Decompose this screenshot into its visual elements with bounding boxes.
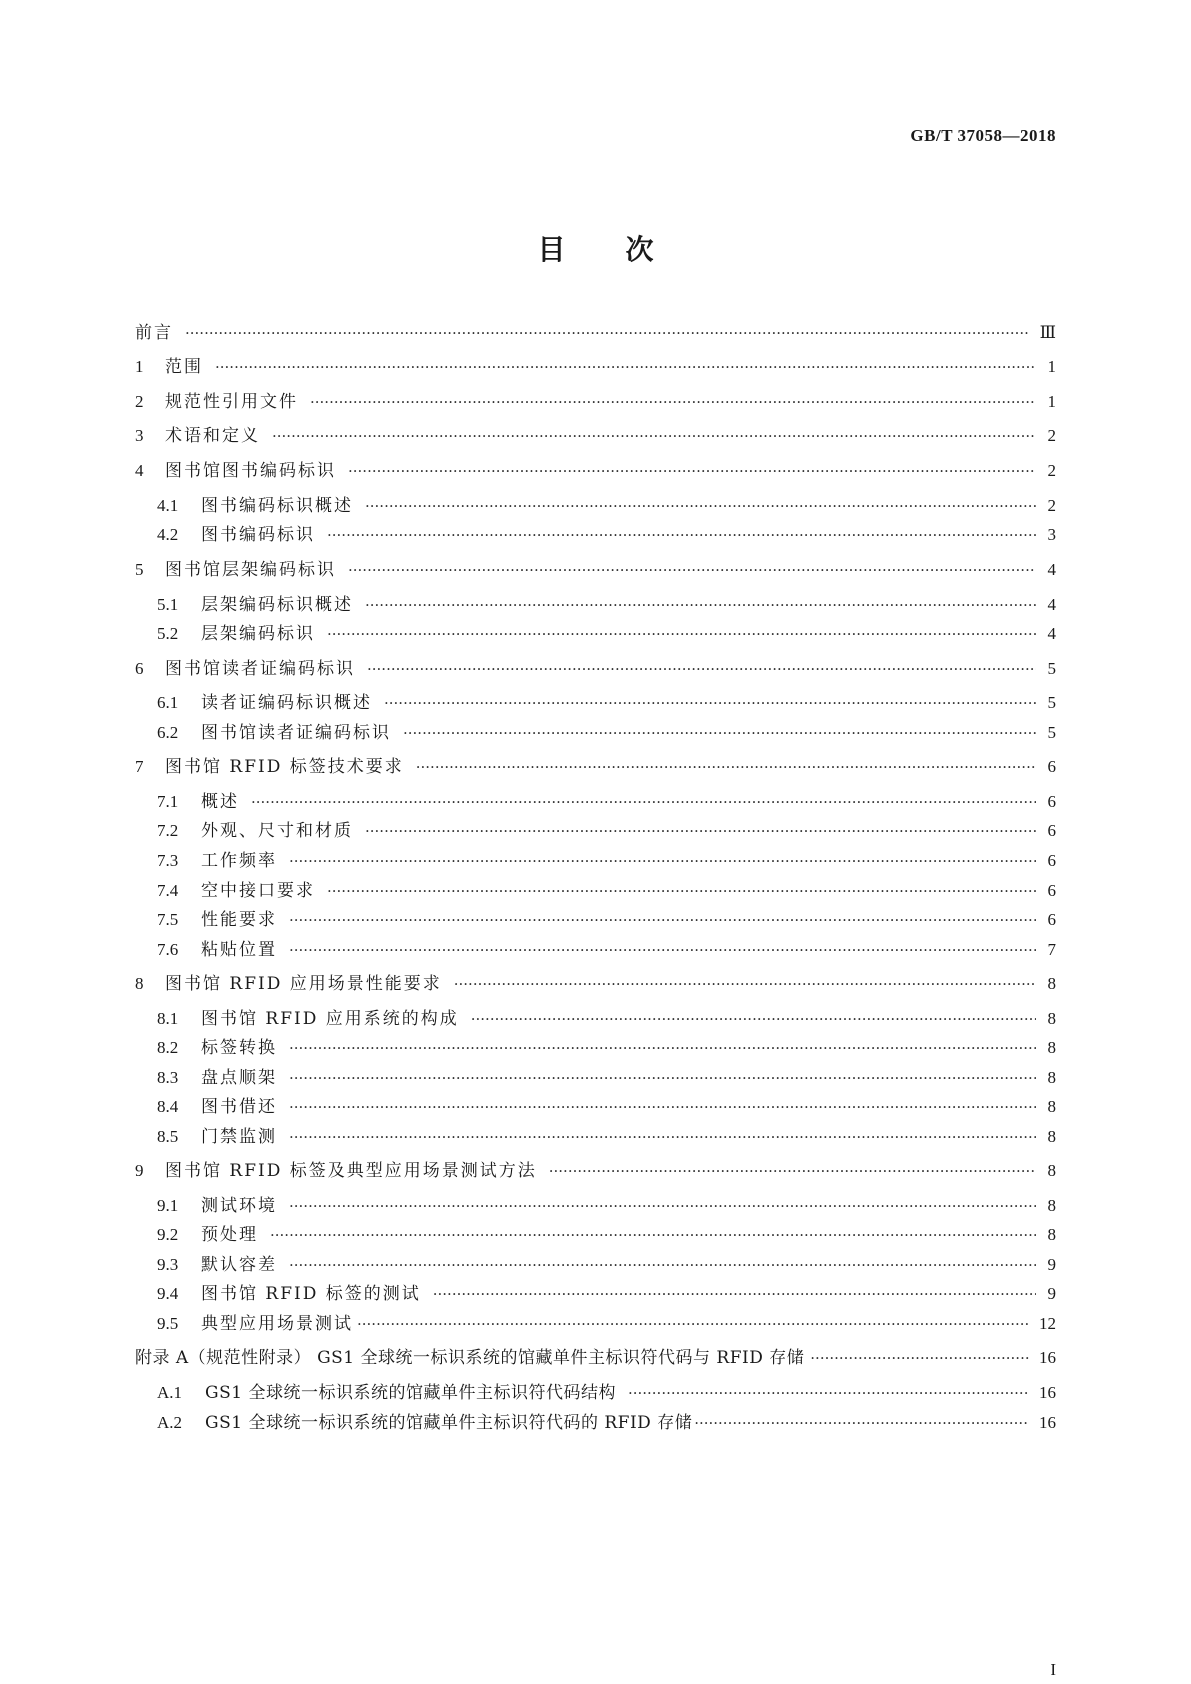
toc-entry-title: 规范性引用文件 bbox=[165, 392, 298, 412]
toc-entry-page: 2 bbox=[1047, 426, 1056, 445]
toc-entry-page: 8 bbox=[1047, 1038, 1056, 1057]
toc-entry-number: 9.3 bbox=[157, 1255, 179, 1274]
toc-leader-dots bbox=[433, 1282, 1036, 1306]
toc-leader-dots bbox=[289, 1066, 1036, 1090]
toc-leader-dots bbox=[289, 1036, 1036, 1060]
toc-leader-dots bbox=[215, 355, 1036, 379]
toc-entry-page: 8 bbox=[1047, 1196, 1056, 1215]
toc-leader-dots bbox=[289, 849, 1036, 873]
toc-subentry[interactable] bbox=[157, 523, 1056, 547]
page-title: 目次 bbox=[537, 233, 714, 266]
toc-entry-number: 6 bbox=[135, 659, 144, 678]
toc-entry-page: 8 bbox=[1047, 1225, 1056, 1244]
toc-entry-number: 9.5 bbox=[157, 1314, 179, 1333]
toc-entry-page: 4 bbox=[1047, 560, 1056, 579]
toc-entry-title: 概述 bbox=[201, 792, 239, 812]
toc-entry-page: 4 bbox=[1047, 624, 1056, 643]
page-number: I bbox=[1050, 1660, 1056, 1679]
toc-entry-number: 5.2 bbox=[157, 624, 179, 643]
toc-leader-dots bbox=[384, 691, 1036, 715]
toc-leader-dots bbox=[310, 390, 1036, 414]
toc-entry-number: 7.1 bbox=[157, 792, 179, 811]
toc-leader-dots bbox=[272, 424, 1036, 448]
toc-subentry[interactable] bbox=[157, 879, 1056, 903]
toc-entry-number: A.2 bbox=[157, 1413, 183, 1432]
toc-entry-title: 范围 bbox=[165, 357, 203, 377]
toc-leader-dots bbox=[270, 1223, 1036, 1247]
toc-leader-dots bbox=[185, 321, 1030, 345]
toc-leader-dots bbox=[289, 1253, 1036, 1277]
toc-subentry[interactable] bbox=[157, 938, 1056, 962]
toc-entry-number: 8.1 bbox=[157, 1009, 179, 1028]
toc-entry-title: 性能要求 bbox=[201, 910, 277, 930]
toc-entry-page: 2 bbox=[1047, 461, 1056, 480]
toc-entry[interactable] bbox=[135, 390, 1056, 414]
standard-code: GB/T 37058—2018 bbox=[910, 126, 1056, 145]
toc-entry[interactable] bbox=[135, 459, 1056, 483]
toc-entry-page: 6 bbox=[1047, 910, 1056, 929]
toc-entry-page: 16 bbox=[1039, 1413, 1056, 1432]
toc-entry-title: 测试环境 bbox=[201, 1196, 277, 1216]
toc-entry-page: 5 bbox=[1047, 723, 1056, 742]
toc-subentry[interactable] bbox=[157, 1223, 1056, 1247]
toc-entry-page: 16 bbox=[1039, 1348, 1056, 1367]
toc-subentry[interactable] bbox=[157, 1036, 1056, 1060]
toc-leader-dots bbox=[289, 908, 1036, 932]
toc-entry-number: 8 bbox=[135, 974, 144, 993]
toc-entry-title: 图书馆图书编码标识 bbox=[165, 461, 336, 481]
toc-entry-number: 2 bbox=[135, 392, 144, 411]
toc-entry-number: 6.1 bbox=[157, 693, 179, 712]
toc-entry-title: 图书馆 RFID 标签技术要求 bbox=[165, 757, 404, 777]
toc-entry-number: 8.4 bbox=[157, 1097, 179, 1116]
toc-entry-title: 标签转换 bbox=[201, 1038, 277, 1058]
toc-entry-title: 默认容差 bbox=[201, 1255, 277, 1275]
toc-entry-number: 1 bbox=[135, 357, 144, 376]
toc-subentry[interactable] bbox=[157, 1411, 1056, 1435]
toc-entry-title: 粘贴位置 bbox=[201, 940, 277, 960]
toc-entry-title: 读者证编码标识概述 bbox=[201, 693, 372, 713]
toc-leader-dots bbox=[348, 459, 1036, 483]
toc-entry-title: 层架编码标识概述 bbox=[201, 595, 353, 615]
toc-subentry[interactable] bbox=[157, 1312, 1056, 1336]
toc-entry-page: 6 bbox=[1047, 792, 1056, 811]
toc-subentry[interactable] bbox=[157, 593, 1056, 617]
toc-entry-title: 外观、尺寸和材质 bbox=[201, 821, 353, 841]
toc-leader-dots bbox=[327, 622, 1036, 646]
toc-entry-title: 图书馆 RFID 标签及典型应用场景测试方法 bbox=[165, 1161, 537, 1181]
toc-subentry[interactable] bbox=[157, 1007, 1056, 1031]
toc-leader-dots bbox=[289, 1095, 1036, 1119]
toc-entry[interactable] bbox=[135, 558, 1056, 582]
toc-entry[interactable] bbox=[135, 424, 1056, 448]
toc-entry[interactable] bbox=[135, 355, 1056, 379]
toc-subentry[interactable] bbox=[157, 1095, 1056, 1119]
toc-entry-title: 图书馆 RFID 标签的测试 bbox=[201, 1284, 421, 1304]
toc-entry-page: 5 bbox=[1047, 693, 1056, 712]
toc-subentry[interactable] bbox=[157, 819, 1056, 843]
toc-leader-dots bbox=[289, 938, 1036, 962]
toc-entry-number: 5.1 bbox=[157, 595, 179, 614]
toc-entry-page: 9 bbox=[1047, 1255, 1056, 1274]
toc-entry-title: 图书借还 bbox=[201, 1097, 277, 1117]
toc-entry-page: 3 bbox=[1047, 525, 1056, 544]
toc-leader-dots bbox=[348, 558, 1036, 582]
toc-entry-page: 1 bbox=[1047, 357, 1056, 376]
toc-entry-page: 6 bbox=[1047, 881, 1056, 900]
toc-entry-number: A.1 bbox=[157, 1383, 183, 1402]
toc-entry-number: 3 bbox=[135, 426, 144, 445]
toc-subentry[interactable] bbox=[157, 691, 1056, 715]
toc-leader-dots bbox=[810, 1346, 1029, 1370]
toc-entry-appendix[interactable] bbox=[135, 1346, 1056, 1370]
toc-leader-dots bbox=[367, 657, 1036, 681]
toc-entry-page: 12 bbox=[1039, 1314, 1056, 1333]
toc-entry-title: GS1 全球统一标识系统的馆藏单件主标识符代码结构 bbox=[205, 1383, 616, 1403]
toc-leader-dots bbox=[251, 790, 1036, 814]
toc-subentry[interactable] bbox=[157, 1282, 1056, 1306]
toc-entry-title: 图书编码标识概述 bbox=[201, 496, 353, 516]
toc-entry-page: 8 bbox=[1047, 1127, 1056, 1146]
toc-leader-dots bbox=[471, 1007, 1036, 1031]
toc-entry-number: 9.4 bbox=[157, 1284, 179, 1303]
toc-subentry[interactable] bbox=[157, 790, 1056, 814]
toc-entry-title: 术语和定义 bbox=[165, 426, 260, 446]
toc-leader-dots bbox=[454, 972, 1036, 996]
toc-leader-dots bbox=[403, 721, 1036, 745]
toc-entry-number: 9.1 bbox=[157, 1196, 179, 1215]
toc-entry-number: 7.4 bbox=[157, 881, 179, 900]
toc-leader-dots bbox=[365, 494, 1036, 518]
toc-entry-number: 7.3 bbox=[157, 851, 179, 870]
toc-subentry[interactable] bbox=[157, 1066, 1056, 1090]
toc-entry-title: 典型应用场景测试 bbox=[201, 1314, 353, 1334]
toc-entry-page: 6 bbox=[1047, 757, 1056, 776]
toc-entry-title: 工作频率 bbox=[201, 851, 277, 871]
toc-leader-dots bbox=[327, 523, 1036, 547]
toc-leader-dots bbox=[365, 593, 1036, 617]
toc-entry-page: 8 bbox=[1047, 974, 1056, 993]
toc-entry-page: 16 bbox=[1039, 1383, 1056, 1402]
toc-entry-title: 空中接口要求 bbox=[201, 881, 315, 901]
toc-entry-number: 9.2 bbox=[157, 1225, 179, 1244]
toc-leader-dots bbox=[365, 819, 1036, 843]
toc-entry-title: 图书馆读者证编码标识 bbox=[165, 659, 355, 679]
toc-entry-number: 7 bbox=[135, 757, 144, 776]
toc-entry-number: 5 bbox=[135, 560, 144, 579]
toc-entry-page: 8 bbox=[1047, 1068, 1056, 1087]
toc-entry-page: 4 bbox=[1047, 595, 1056, 614]
toc-leader-dots bbox=[549, 1159, 1036, 1183]
toc-subentry[interactable] bbox=[157, 1194, 1056, 1218]
toc-entry-number: 4.1 bbox=[157, 496, 179, 515]
toc-subentry[interactable] bbox=[157, 494, 1056, 518]
toc-entry-number: 4.2 bbox=[157, 525, 179, 544]
toc-entry-title: 门禁监测 bbox=[201, 1127, 277, 1147]
toc-subentry[interactable] bbox=[157, 908, 1056, 932]
toc-leader-dots bbox=[289, 1125, 1036, 1149]
toc-leader-dots bbox=[357, 1312, 1029, 1336]
toc-entry-title: 预处理 bbox=[201, 1225, 258, 1245]
toc-entry-title: 层架编码标识 bbox=[201, 624, 315, 644]
toc-leader-dots bbox=[628, 1381, 1029, 1405]
toc-entry-number: 7.2 bbox=[157, 821, 179, 840]
toc-entry[interactable] bbox=[135, 755, 1056, 779]
toc-entry-page: 8 bbox=[1047, 1097, 1056, 1116]
toc-entry-page: 6 bbox=[1047, 821, 1056, 840]
toc-entry-number: 7.5 bbox=[157, 910, 179, 929]
toc-entry-page: 9 bbox=[1047, 1284, 1056, 1303]
toc-entry-page: 6 bbox=[1047, 851, 1056, 870]
toc-entry[interactable] bbox=[135, 657, 1056, 681]
toc-entry-page: Ⅲ bbox=[1039, 323, 1056, 342]
toc-entry-title: 图书编码标识 bbox=[201, 525, 315, 545]
toc-subentry[interactable] bbox=[157, 622, 1056, 646]
toc-entry-number: 6.2 bbox=[157, 723, 179, 742]
toc-entry-title: 附录 A（规范性附录） GS1 全球统一标识系统的馆藏单件主标识符代码与 RFID 存储 bbox=[135, 1348, 805, 1368]
toc-entry-number: 9 bbox=[135, 1161, 144, 1180]
toc-entry-page: 2 bbox=[1047, 496, 1056, 515]
toc-entry-title: 盘点顺架 bbox=[201, 1068, 277, 1088]
toc-subentry[interactable] bbox=[157, 721, 1056, 745]
toc-entry-title: GS1 全球统一标识系统的馆藏单件主标识符代码的 RFID 存储 bbox=[205, 1413, 693, 1433]
toc-entry-title: 图书馆 RFID 应用系统的构成 bbox=[201, 1009, 459, 1029]
toc-entry-page: 5 bbox=[1047, 659, 1056, 678]
toc-entry-title: 图书馆层架编码标识 bbox=[165, 560, 336, 580]
toc-leader-dots bbox=[289, 1194, 1036, 1218]
toc-entry-page: 8 bbox=[1047, 1161, 1056, 1180]
toc-leader-dots bbox=[694, 1411, 1029, 1435]
toc-entry[interactable] bbox=[135, 1159, 1056, 1183]
toc-entry-title: 前言 bbox=[135, 323, 173, 343]
toc-entry-number: 8.2 bbox=[157, 1038, 179, 1057]
toc-entry-number: 8.5 bbox=[157, 1127, 179, 1146]
toc-subentry[interactable] bbox=[157, 1381, 1056, 1405]
toc-leader-dots bbox=[416, 755, 1036, 779]
toc-entry-title: 图书馆 RFID 应用场景性能要求 bbox=[165, 974, 442, 994]
toc-entry-number: 7.6 bbox=[157, 940, 179, 959]
toc-entry-foreword[interactable] bbox=[135, 321, 1056, 345]
toc-entry-title: 图书馆读者证编码标识 bbox=[201, 723, 391, 743]
toc-entry-page: 8 bbox=[1047, 1009, 1056, 1028]
toc-subentry[interactable] bbox=[157, 849, 1056, 873]
toc-entry-page: 1 bbox=[1047, 392, 1056, 411]
toc-entry-number: 8.3 bbox=[157, 1068, 179, 1087]
toc-subentry[interactable] bbox=[157, 1253, 1056, 1277]
toc-entry-number: 4 bbox=[135, 461, 144, 480]
toc-leader-dots bbox=[327, 879, 1036, 903]
toc-subentry[interactable] bbox=[157, 1125, 1056, 1149]
toc-entry-page: 7 bbox=[1047, 940, 1056, 959]
toc-entry[interactable] bbox=[135, 972, 1056, 996]
